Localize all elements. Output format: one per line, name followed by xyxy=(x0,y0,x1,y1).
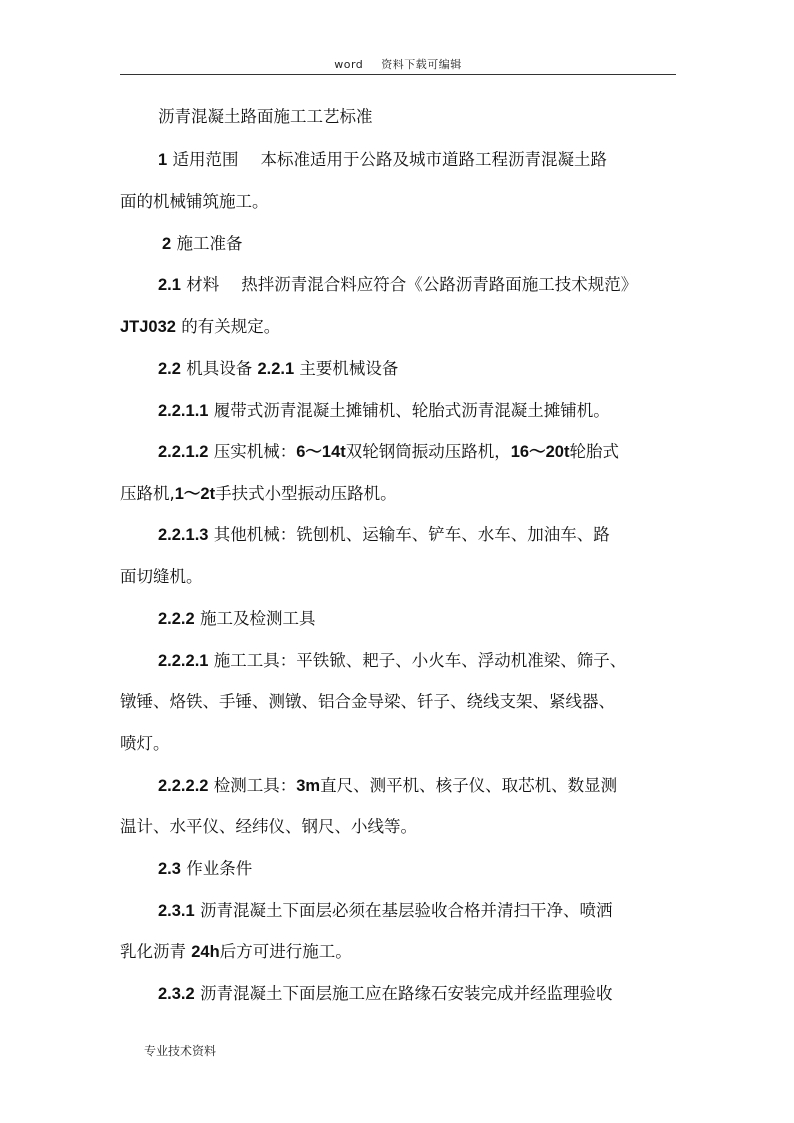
section-2-2-1-2-cont xyxy=(120,483,397,505)
section-number: 2.2 xyxy=(158,360,181,378)
section-2-2-1-1-line xyxy=(158,400,610,422)
section-number: 2.2.1.3 xyxy=(158,526,209,544)
section-label: 施工及检测工具 xyxy=(199,609,316,628)
section-number: 2 xyxy=(162,235,172,253)
section-2-2-1-3-line xyxy=(158,524,610,546)
section-body: 检测工具： xyxy=(213,776,297,795)
section-2-1-line xyxy=(158,274,637,296)
page-header xyxy=(120,56,676,72)
section-2-3-line xyxy=(158,858,252,880)
section-body: 沥青混凝土下面层施工应在路缘石安装完成并经监理验收 xyxy=(199,984,613,1003)
section-body: 压实机械： xyxy=(213,442,297,461)
section-body: 沥青混凝土下面层必须在基层验收合格并清扫干净、喷洒 xyxy=(199,901,613,920)
standard-code: JTJ032 xyxy=(120,318,176,336)
header-title: 资料下载可编辑 xyxy=(381,58,462,71)
section-2-2-line xyxy=(158,358,398,380)
page-footer: 专业技术资料 xyxy=(144,1044,217,1058)
spec-value: 3m xyxy=(296,777,321,795)
section-2-2-2-1-cont2 xyxy=(120,733,170,755)
section-body: 的有关规定。 xyxy=(181,317,281,336)
section-1-line xyxy=(158,149,607,171)
section-2-1-cont xyxy=(120,316,280,338)
section-number: 2.3 xyxy=(158,860,181,878)
section-number: 1 xyxy=(158,151,168,169)
document-title xyxy=(158,106,373,128)
section-body: 压路机, xyxy=(120,484,175,503)
section-body: 其他机械：铣刨机、运输车、铲车、水车、加油车、路 xyxy=(213,525,610,544)
section-body: 手扶式小型振动压路机。 xyxy=(215,484,397,503)
section-body: 乳化沥青 xyxy=(120,942,186,961)
section-2-2-2-line xyxy=(158,608,315,630)
section-2-2-2-2-cont xyxy=(120,816,417,838)
title-text: 沥青混凝土路面施工工艺标准 xyxy=(158,107,373,126)
section-2-2-2-1-cont xyxy=(120,691,615,713)
spec-value: 1～2t xyxy=(174,485,216,503)
header-word: word xyxy=(334,58,364,71)
section-number: 2.3.1 xyxy=(158,902,195,920)
section-label: 作业条件 xyxy=(186,859,253,878)
header-divider xyxy=(120,74,676,75)
section-number: 2.2.2.2 xyxy=(158,777,209,795)
section-2-3-1-cont xyxy=(120,941,352,963)
section-number: 2.3.2 xyxy=(158,985,195,1003)
section-body: 后方可进行施工。 xyxy=(219,942,352,961)
section-2-3-2-line xyxy=(158,983,612,1005)
section-2-2-2-1-line xyxy=(158,650,626,672)
section-number: 2.2.1.1 xyxy=(158,402,209,420)
section-body: 镦锤、烙铁、手锤、测镦、铝合金导梁、钎子、绕线支架、紧线器、 xyxy=(120,692,615,711)
spec-value: 16～20t xyxy=(510,443,570,461)
section-body: 喷灯。 xyxy=(120,734,170,753)
section-number: 2.2.1.2 xyxy=(158,443,209,461)
section-label: 材料 xyxy=(186,275,220,294)
section-2-2-1-3-cont xyxy=(120,566,203,588)
section-body: 轮胎式 xyxy=(569,442,619,461)
section-2-3-1-line xyxy=(158,900,612,922)
section-body: 面切缝机。 xyxy=(120,567,203,586)
section-label: 机具设备 xyxy=(186,359,253,378)
section-1-cont xyxy=(120,191,269,213)
section-body: 本标准适用于公路及城市道路工程沥青混凝土路 xyxy=(260,150,607,169)
section-body: 热拌沥青混合料应符合《公路沥青路面施工技术规范》 xyxy=(241,275,638,294)
section-number: 2.2.2.1 xyxy=(158,652,209,670)
section-body: 直尺、测平机、核子仪、取芯机、数显测 xyxy=(320,776,618,795)
section-body: 履带式沥青混凝土摊铺机、轮胎式沥青混凝土摊铺机。 xyxy=(213,401,610,420)
section-body: 温计、水平仪、经纬仪、钢尺、小线等。 xyxy=(120,817,417,836)
section-label: 适用范围 xyxy=(172,150,239,169)
section-2-heading xyxy=(162,233,242,255)
section-2-2-2-2-line xyxy=(158,775,617,797)
section-label: 主要机械设备 xyxy=(299,359,399,378)
section-body: 面的机械铺筑施工。 xyxy=(120,192,269,211)
section-number: 2.2.2 xyxy=(158,610,195,628)
section-number: 2.1 xyxy=(158,276,181,294)
section-label: 施工准备 xyxy=(176,234,243,253)
section-2-2-1-2-line xyxy=(158,441,619,463)
spec-value: 24h xyxy=(191,943,220,961)
section-body: 施工工具：平铁锨、耙子、小火车、浮动机准梁、筛子、 xyxy=(213,651,627,670)
section-body: 双轮钢筒振动压路机， xyxy=(345,442,511,461)
section-number: 2.2.1 xyxy=(257,360,295,378)
spec-value: 6～14t xyxy=(296,443,346,461)
